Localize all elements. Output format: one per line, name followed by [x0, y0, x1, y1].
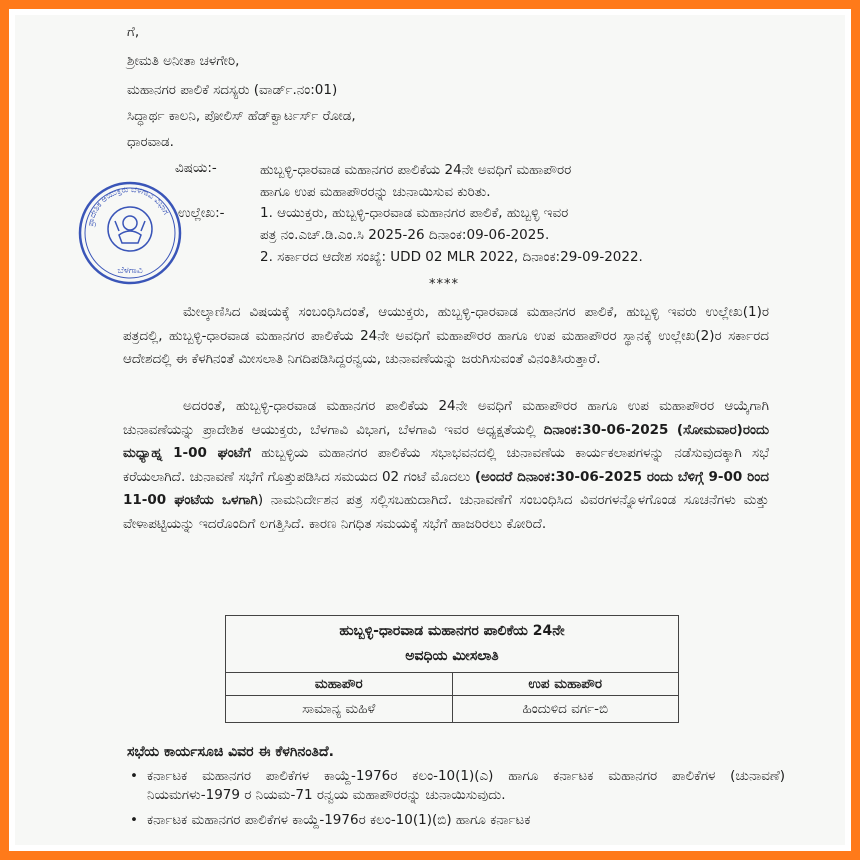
agenda-list [127, 767, 785, 837]
reference-line-1: 1. ಆಯುಕ್ತರು, ಹುಬ್ಬಳ್ಳಿ-ಧಾರವಾಡ ಮಹಾನಗರ ಪಾಲಿಕೆ, ಹುಬ್ಬಳ್ಳಿ ಇವರ [260, 205, 569, 221]
value-deputy-mayor: ಹಿಂದುಳಿದ ವರ್ಗ-ಬಿ [452, 696, 679, 723]
address-recipient: ಶ್ರೀಮತಿ ಅನೀತಾ ಚಳಗೇರಿ, [127, 53, 240, 69]
reference-line-2: ಪತ್ರ ನಂ.ಎಚ್.ಡಿ.ಎಂ.ಸಿ 2025-26 ದಿನಾಂಕ:09-06-2025. [260, 227, 550, 243]
emblem-icon [115, 216, 145, 243]
table-title-line-1: ಹುಬ್ಬಳ್ಳಿ-ಧಾರವಾಡ ಮಹಾನಗರ ಪಾಲಿಕೆಯ 24ನೇ [339, 623, 565, 639]
list-item: • ಕರ್ನಾಟಕ ಮಹಾನಗರ ಪಾಲಿಕೆಗಳ ಕಾಯ್ದೆ-1976ರ ಕಲಂ-10(1)(ಎ) ಹಾಗೂ ಕರ್ನಾಟಕ ಮಹಾನಗರ ಪಾಲಿಕೆಗಳ (ಚುನಾವಣೆ) ನಿಯಮಗಳು-1979 ರ ನಿಯಮ-71 ರನ್ವಯ ಮಹಾಪೌರರನ್ನು ಚುನಾಯಿಸುವುದು. [127, 767, 785, 804]
official-seal [75, 171, 185, 291]
agenda-heading: ಸಭೆಯ ಕಾರ್ಯಸೂಚಿ ವಿವರ ಈ ಕೆಳಗಿನಂತಿದೆ. [127, 744, 334, 760]
subject-label: ವಿಷಯ:- [175, 160, 217, 176]
nomination-time-highlight: (ಅಂದರೆ ದಿನಾಂಕ:30-06-2025 ರಂದು ಬೆಳಿಗ್ಗೆ 9-00 ರಿಂದ 11-00 ಘಂಟೆಯ ಒಳಗಾಗಿ [123, 468, 769, 508]
table-title-line-2: ಅವಧಿಯ ಮೀಸಲಾತಿ [405, 648, 499, 664]
body-paragraph-1: ಮೇಲ್ಕಾಣಿಸಿದ ವಿಷಯಕ್ಕೆ ಸಂಬಂಧಿಸಿದಂತೆ, ಆಯುಕ್ತರು, ಹುಬ್ಬಳ್ಳಿ-ಧಾರವಾಡ ಮಹಾನಗರ ಪಾಲಿಕೆ, ಹುಬ್ಬಳ್ಳಿ ಇವರು ಉಲ್ಲೇಖ(1)ರ ಪತ್ರದಲ್ಲಿ, ಹುಬ್ಬಳ್ಳಿ-ಧಾರವಾಡ ಮಹಾನಗರ ಪಾಲಿಕೆಯ 24ನೇ ಅವಧಿಗೆ ಮಹಾಪೌರರ ಹಾಗೂ ಉಪ ಮಹಾಪೌರರ ಸ್ಥಾನಕ್ಕೆ ಉಲ್ಲೇಖ(2)ರ ಸರ್ಕಾರದ ಆದೇಶದಲ್ಲಿ ಈ ಕೆಳಗಿನಂತೆ ಮೀಸಲಾತಿ ನಿಗದಿಪಡಿಸಿದ್ದರನ್ವಯ, ಚುನಾವಣೆಯನ್ನು ಜರುಗಿಸುವಂತೆ ವಿನಂತಿಸಿರುತ್ತಾರೆ. [123, 304, 769, 367]
address-city: ಧಾರವಾಡ. [127, 134, 174, 150]
address-street: ಸಿದ್ಧಾರ್ಥ ಕಾಲನಿ, ಪೋಲಿಸ್ ಹೆಡ್‌ಕ್ವಾರ್ಟರ್ಸ್ ರೋಡ, [127, 108, 356, 124]
address-salutation: ಗೆ, [127, 24, 140, 40]
reference-label: ಉಲ್ಲೇಖ:- [178, 205, 225, 221]
meeting-date-highlight: ದಿನಾಂಕ:30-06-2025 (ಸೋಮವಾರ)ರಂದು ಮಧ್ಯಾಹ್ನ 1-00 ಘಂಟೆಗೆ [123, 421, 769, 461]
value-mayor: ಸಾಮಾನ್ಯ ಮಹಿಳೆ [226, 696, 453, 723]
seal-outer-text: ಪ್ರಾದೇಶಿಕ ಆಯುಕ್ತರು ಬೆಳಗಾವಿ ವಿಭಾಗ [85, 184, 171, 227]
paragraph-2-part-c: ಹುಬ್ಬಳ್ಳಿಯ ಮಹಾನಗರ ಪಾಲಿಕೆಯ ಸಭಾಭವನದಲ್ಲಿ ಚುನಾವಣೆಯ ಕಾರ್ಯಕಲಾಪಗಳನ್ನು ನಡೆಸುವುದಕ್ಕಾಗಿ ಸಭೆ ಕರೆಯಲಾಗಿದೆ. ಚುನಾವಣೆ ಸಭೆಗೆ ಗೊತ್ತುಪಡಿಸಿದ ಸಮಯದ 02 ಗಂಟೆ ಮೊದಲು [123, 445, 769, 485]
header-mayor: ಮಹಾಪೌರ [226, 673, 453, 696]
address-designation: ಮಹಾನಗರ ಪಾಲಿಕೆ ಸದಸ್ಯರು (ವಾರ್ಡ್.ನಂ:01) [127, 82, 338, 98]
paragraph-2-part-a: ಅದರಂತೆ, ಹುಬ್ಬಳ್ಳಿ-ಧಾರವಾಡ ಮಹಾನಗರ ಪಾಲಿಕೆಯ 24ನೇ ಅವಧಿಗೆ ಮಹಾಪೌರರ ಹಾಗೂ ಉಪ ಮಹಾಪೌರರ ಆಯ್ಕೆಗಾಗಿ ಚುನಾವಣೆಯನ್ನು ಪ್ರಾದೇಶಿಕ ಆಯುಕ್ತರು, ಬೆಳಗಾವಿ ವಿಭಾಗ, ಬೆಳಗಾವಿ ಇವರ ಅಧ್ಯಕ್ಷತೆಯಲ್ಲಿ [123, 398, 769, 438]
table-title [226, 616, 679, 673]
list-item: • ಕರ್ನಾಟಕ ಮಹಾನಗರ ಪಾಲಿಕೆಗಳ ಕಾಯ್ದೆ-1976ರ ಕಲಂ-10(1)(ಬಿ) ಹಾಗೂ ಕರ್ನಾಟಕ [127, 811, 785, 830]
seal-bottom-text: ಬೆಳಗಾವಿ [117, 266, 143, 276]
subject-line-2: ಹಾಗೂ ಉಪ ಮಹಾಪೌರರನ್ನು ಚುನಾಯಿಸುವ ಕುರಿತು. [260, 184, 491, 200]
subject-line-1: ಹುಬ್ಬಳ್ಳಿ-ಧಾರವಾಡ ಮಹಾನಗರ ಪಾಲಿಕೆಯ 24ನೇ ಅವಧಿಗೆ ಮಹಾಪೌರರ [260, 162, 572, 178]
header-deputy-mayor: ಉಪ ಮಹಾಪೌರ [452, 673, 679, 696]
reference-line-3: 2. ಸರ್ಕಾರದ ಆದೇಶ ಸಂಖ್ಯೆ: UDD 02 MLR 2022, ದಿನಾಂಕ:29-09-2022. [260, 249, 643, 265]
body-paragraph-2 [123, 395, 769, 536]
reservation-table [225, 615, 679, 723]
paragraph-2-part-e: ) ನಾಮನಿರ್ದೇಶನ ಪತ್ರ ಸಲ್ಲಿಸಬಹುದಾಗಿದೆ. ಚುನಾವಣೆಗೆ ಸಂಬಂಧಿಸಿದ ವಿವರಗಳನ್ನೊಳಗೊಂಡ ಸೂಚನೆಗಳು ಮತ್ತು ವೇಳಾಪಟ್ಟಿಯನ್ನು ಇದರೊಂದಿಗೆ ಲಗತ್ತಿಸಿದೆ. ಕಾರಣ ನಿಗಧಿತ ಸಮಯಕ್ಕೆ ಸಭೆಗೆ ಹಾಜರಿರಲು ಕೋರಿದೆ. [123, 492, 769, 532]
letter-page [15, 15, 845, 845]
separator-stars: **** [429, 277, 459, 292]
photo-border [9, 9, 851, 851]
